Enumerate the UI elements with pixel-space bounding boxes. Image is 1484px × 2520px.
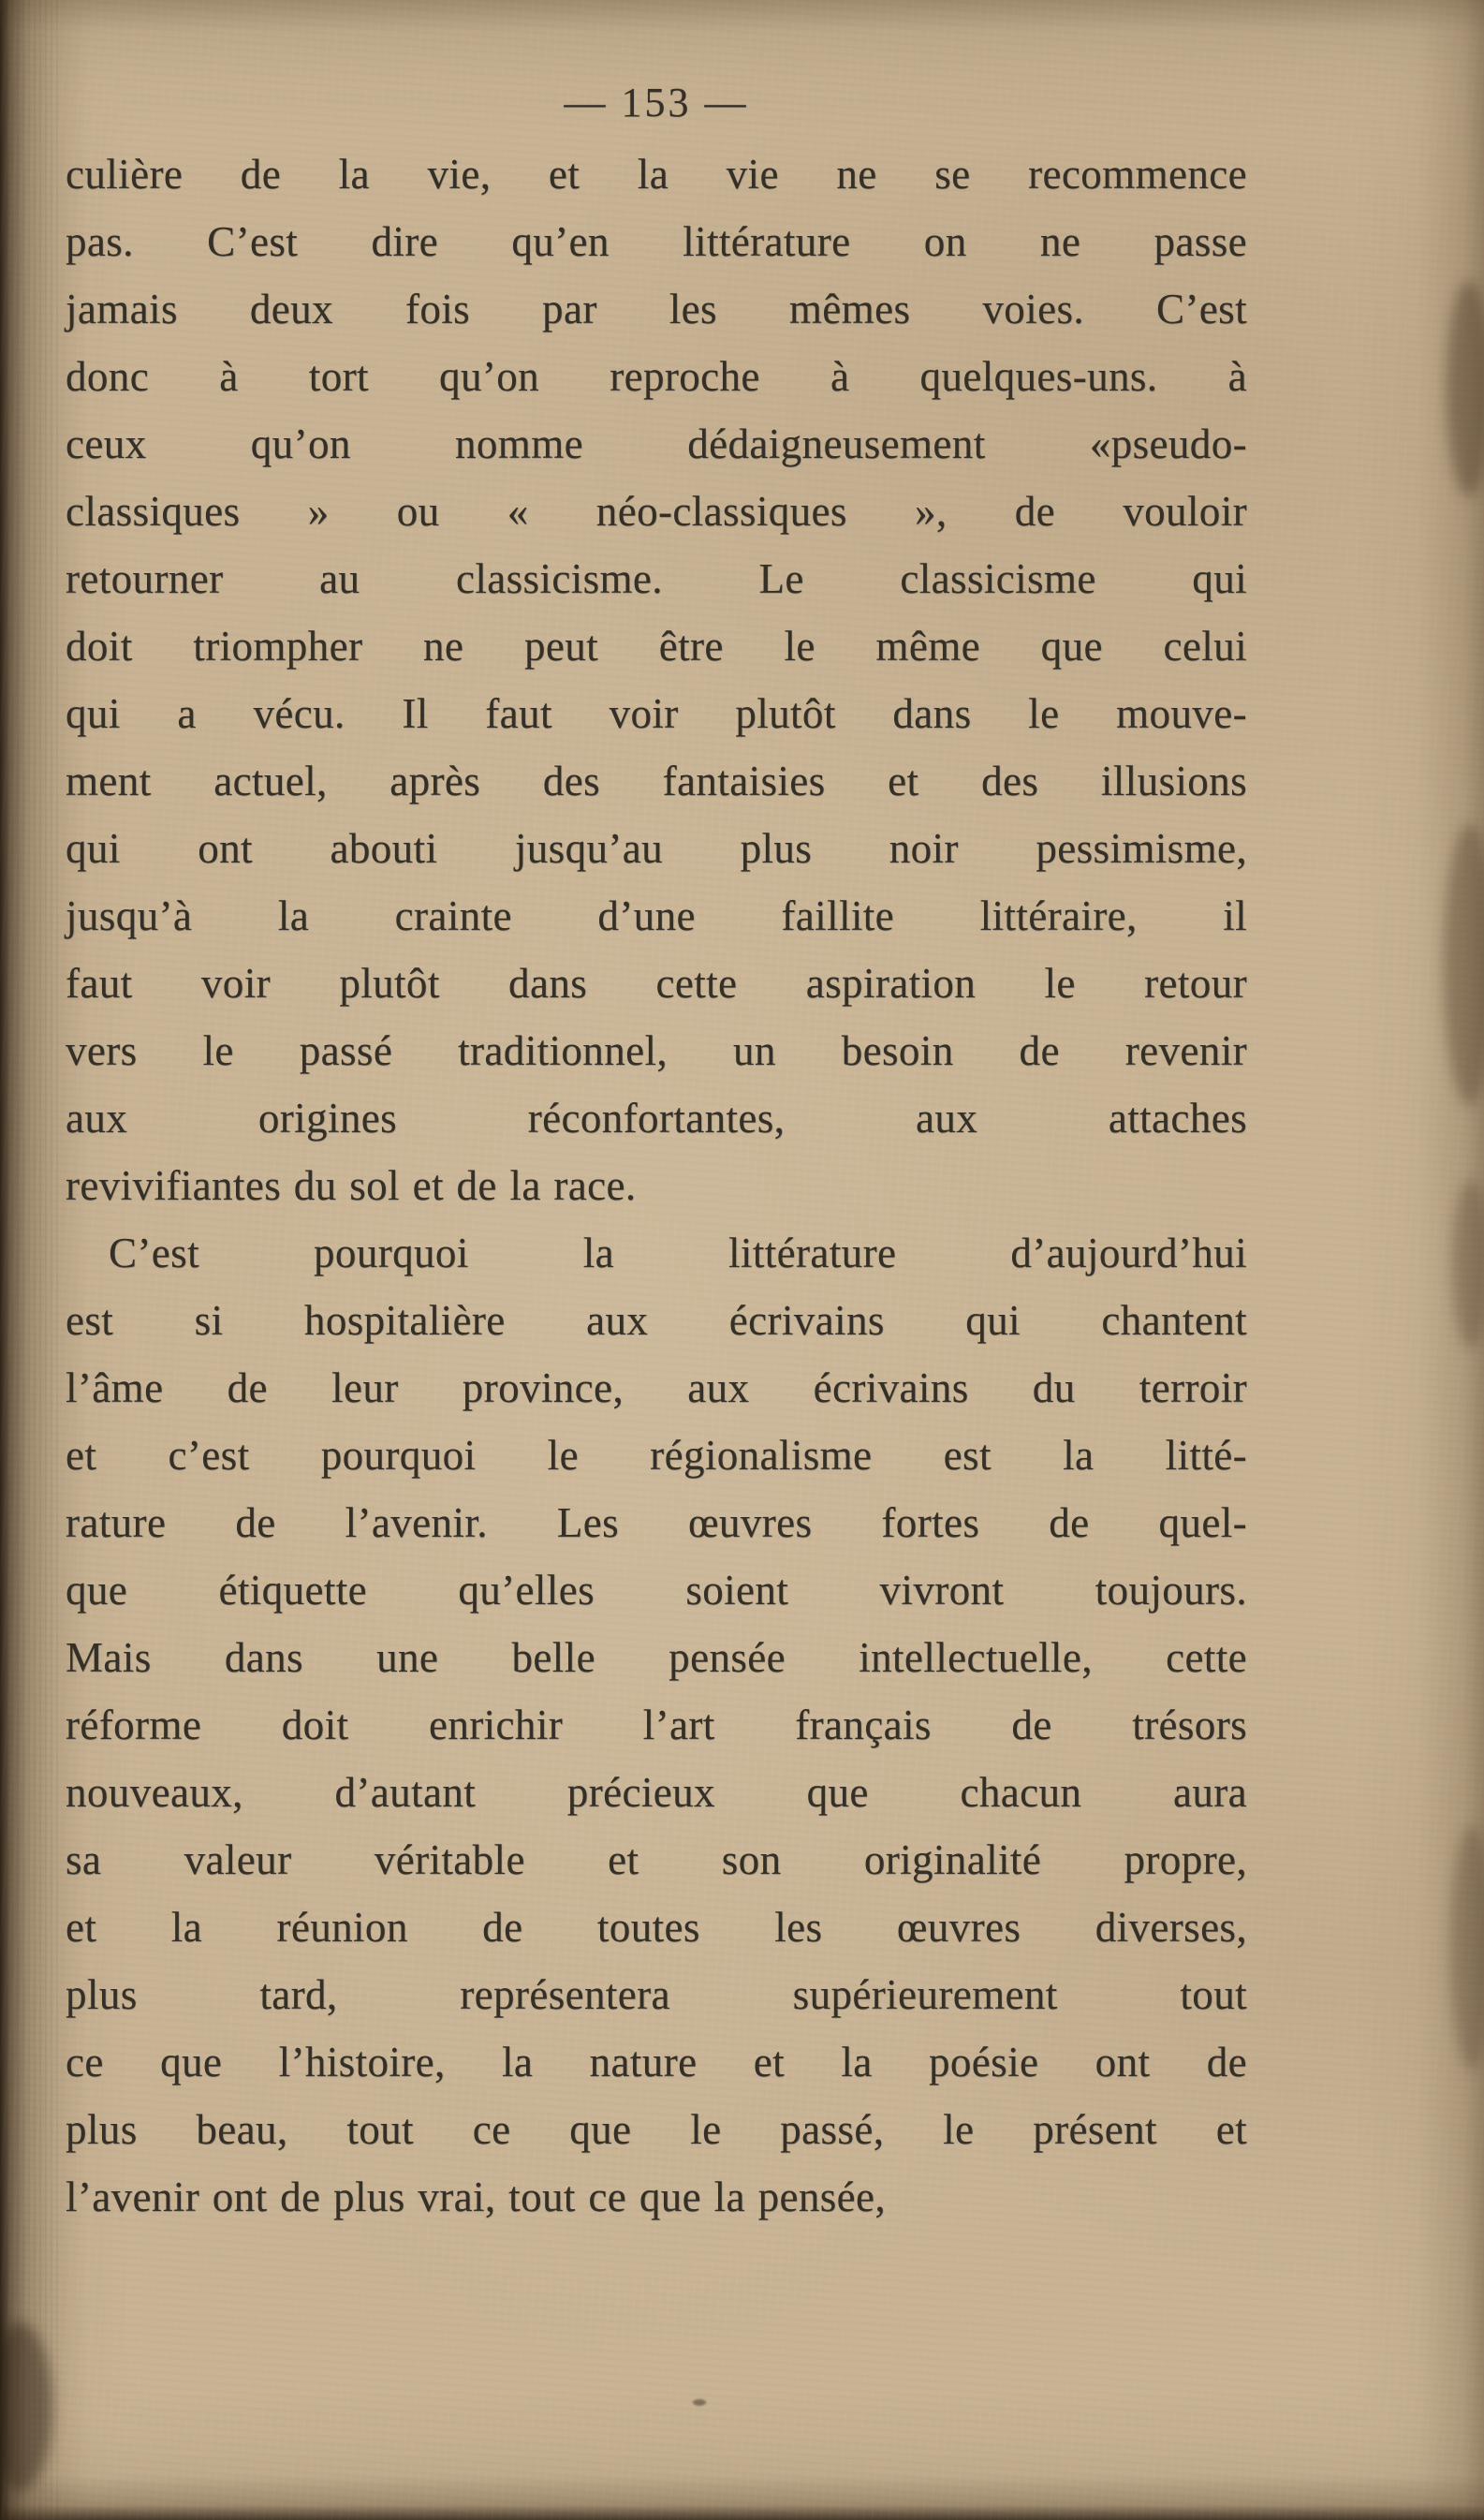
page-text	[66, 140, 1247, 2231]
text-line: C’est pourquoi la littérature d’aujourd’hui	[109, 1230, 1247, 1276]
text-line: ce que l’histoire, la nature et la poésie ont de	[66, 2039, 1247, 2085]
text-line: classiques » ou « néo-classiques », de vouloir	[66, 488, 1247, 535]
text-line: retourner au classicisme. Le classicisme qui	[66, 555, 1247, 602]
text-line: faut voir plutôt dans cette aspiration le retour	[66, 960, 1247, 1007]
ink-speck	[693, 2399, 706, 2406]
paragraph-continuation	[66, 140, 1247, 1219]
text-line: qui ont abouti jusqu’au plus noir pessimisme,	[66, 825, 1247, 872]
text-line: plus beau, tout ce que le passé, le présent et	[66, 2106, 1247, 2153]
paper-stain	[1444, 824, 1484, 1105]
text-line: jusqu’à la crainte d’une faillite littéraire, il	[66, 892, 1247, 939]
text-line: donc à tort qu’on reproche à quelques-uns. à	[66, 353, 1247, 400]
text-line: qui a vécu. Il faut voir plutôt dans le mouve-	[66, 690, 1247, 737]
text-line: que étiquette qu’elles soient vivront toujours.	[66, 1567, 1247, 1614]
text-line: doit triompher ne peut être le même que celui	[66, 623, 1247, 670]
text-line: revivifiantes du sol et de la race.	[66, 1162, 637, 1209]
text-line: rature de l’avenir. Les œuvres fortes de quel-	[66, 1499, 1247, 1546]
text-line: plus tard, représentera supérieurement tout	[66, 1971, 1247, 2018]
text-line: Mais dans une belle pensée intellectuelle, cette	[66, 1634, 1247, 1681]
text-line: et c’est pourquoi le régionalisme est la litté-	[66, 1432, 1247, 1479]
text-line: est si hospitalière aux écrivains qui chantent	[66, 1297, 1247, 1344]
paper-stain	[1452, 1180, 1484, 1348]
paragraph-new	[66, 1219, 1247, 2231]
text-line: sa valeur véritable et son originalité propre,	[66, 1836, 1247, 1883]
text-line: nouveaux, d’autant précieux que chacun aura	[66, 1769, 1247, 1816]
text-line: vers le passé traditionnel, un besoin de revenir	[66, 1027, 1247, 1074]
text-line: ment actuel, après des fantaisies et des illusions	[66, 758, 1247, 804]
binding-shadow	[0, 0, 60, 2520]
text-line: aux origines réconfortantes, aux attaches	[66, 1095, 1247, 1142]
page-number: — 153 —	[564, 80, 749, 125]
paper-stain	[1447, 281, 1484, 496]
text-line: jamais deux fois par les mêmes voies. C’est	[66, 286, 1247, 332]
paper-stain	[1450, 1826, 1484, 2070]
text-line: réforme doit enrichir l’art français de trésors	[66, 1702, 1247, 1748]
text-line: pas. C’est dire qu’en littérature on ne passe	[66, 218, 1247, 265]
text-line: culière de la vie, et la vie ne se recommence	[66, 151, 1247, 198]
text-line: l’âme de leur province, aux écrivains du terroir	[66, 1364, 1247, 1411]
text-line: l’avenir ont de plus vrai, tout ce que la pensée,	[66, 2174, 887, 2220]
text-line: ceux qu’on nomme dédaigneusement «pseudo-	[66, 420, 1247, 467]
text-line: et la réunion de toutes les œuvres diverses,	[66, 1904, 1247, 1951]
